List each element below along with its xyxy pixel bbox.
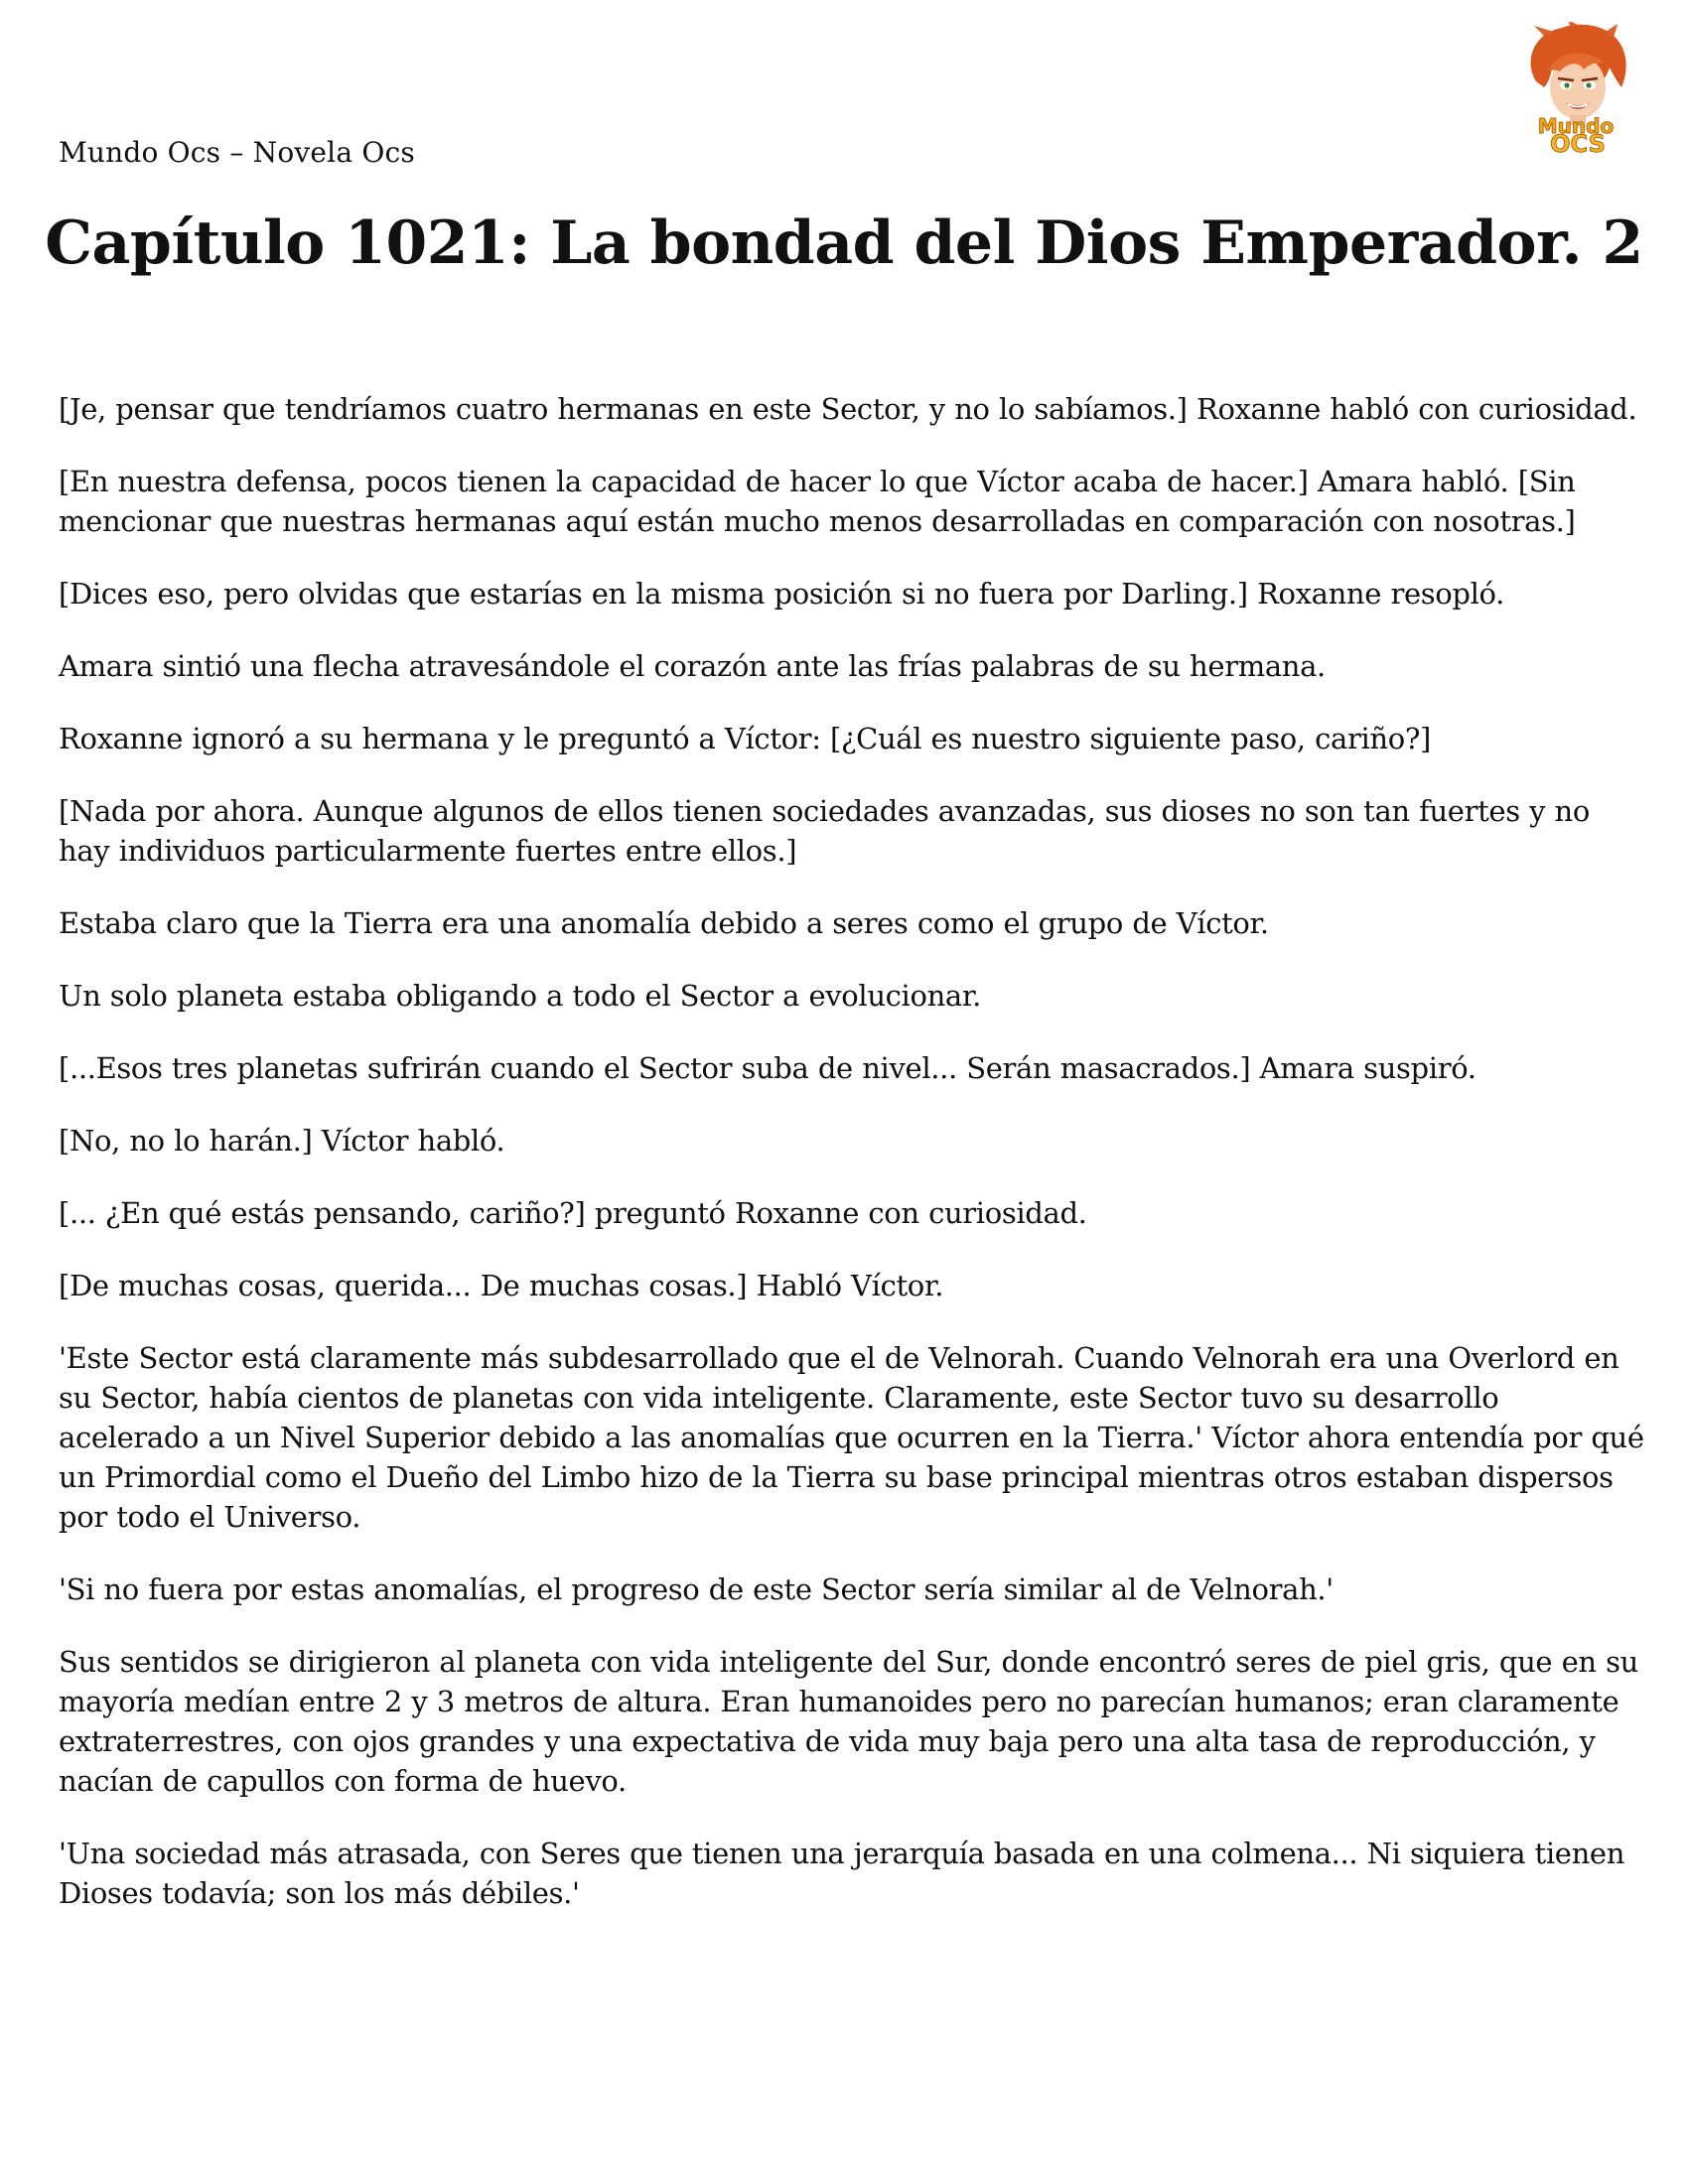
site-header-label: Mundo Ocs – Novela Ocs <box>59 136 415 169</box>
paragraph: 'Este Sector está claramente más subdesarrollado que el de Velnorah. Cuando Velnorah era una Overlord en su Sector, había cientos de planetas con vida inteligente. Claramente, este Sector tuvo su desarrollo acelerado a un Nivel Superior debido a las anomalías que ocurren en la Tierra.' Víctor ahora entendía por qué un Primordial como el Dueño del Limbo hizo de la Tierra su base principal mientras otros estaban dispersos por todo el Universo. <box>59 1341 1644 1534</box>
svg-text:OCS: OCS <box>1550 130 1606 156</box>
paragraph: [No, no lo harán.] Víctor habló. <box>59 1124 505 1158</box>
paragraph: [Dices eso, pero olvidas que estarías en la misma posición si no fuera por Darling.] Roxanne resopló. <box>59 577 1505 611</box>
chapter-body <box>59 389 1647 1946</box>
paragraph: Sus sentidos se dirigieron al planeta con vida inteligente del Sur, donde encontró seres de piel gris, que en su mayoría medían entre 2 y 3 metros de altura. Eran humanoides pero no parecían humanos; eran claramente extraterrestres, con ojos grandes y una expectativa de vida muy baja pero una alta tasa de reproducción, y nacían de capullos con forma de huevo. <box>59 1645 1638 1798</box>
paragraph: Un solo planeta estaba obligando a todo el Sector a evolucionar. <box>59 979 982 1013</box>
paragraph: [En nuestra defensa, pocos tienen la capacidad de hacer lo que Víctor acaba de hacer.] Amara habló. [Sin mencionar que nuestras hermanas aquí están mucho menos desarrolladas en comparación con nosotras.] <box>59 465 1576 538</box>
paragraph: Roxanne ignoró a su hermana y le preguntó a Víctor: [¿Cuál es nuestro siguiente paso, cariño?] <box>59 722 1431 755</box>
chapter-title: Capítulo 1021: La bondad del Dios Emperador. 2 <box>45 208 1643 278</box>
mascot-logo-icon <box>1514 22 1638 156</box>
svg-text:Mundo: Mundo <box>1537 114 1615 138</box>
paragraph: [...Esos tres planetas sufrirán cuando el Sector suba de nivel... Serán masacrados.] Amara suspiró. <box>59 1051 1477 1085</box>
paragraph: [Nada por ahora. Aunque algunos de ellos tienen sociedades avanzadas, sus dioses no son tan fuertes y no hay individuos particularmente fuertes entre ellos.] <box>59 794 1590 868</box>
paragraph: [De muchas cosas, querida... De muchas cosas.] Habló Víctor. <box>59 1269 944 1302</box>
paragraph: 'Una sociedad más atrasada, con Seres que tienen una jerarquía basada en una colmena... Ni siquiera tienen Dioses todavía; son los más débiles.' <box>59 1837 1625 1910</box>
paragraph: [Je, pensar que tendríamos cuatro hermanas en este Sector, y no lo sabíamos.] Roxanne habló con curiosidad. <box>59 392 1637 426</box>
paragraph: Estaba claro que la Tierra era una anomalía debido a seres como el grupo de Víctor. <box>59 906 1269 940</box>
paragraph: [... ¿En qué estás pensando, cariño?] preguntó Roxanne con curiosidad. <box>59 1196 1087 1230</box>
paragraph: 'Si no fuera por estas anomalías, el progreso de este Sector sería similar al de Velnorah.' <box>59 1572 1334 1606</box>
paragraph: Amara sintió una flecha atravesándole el corazón ante las frías palabras de su hermana. <box>59 649 1326 683</box>
